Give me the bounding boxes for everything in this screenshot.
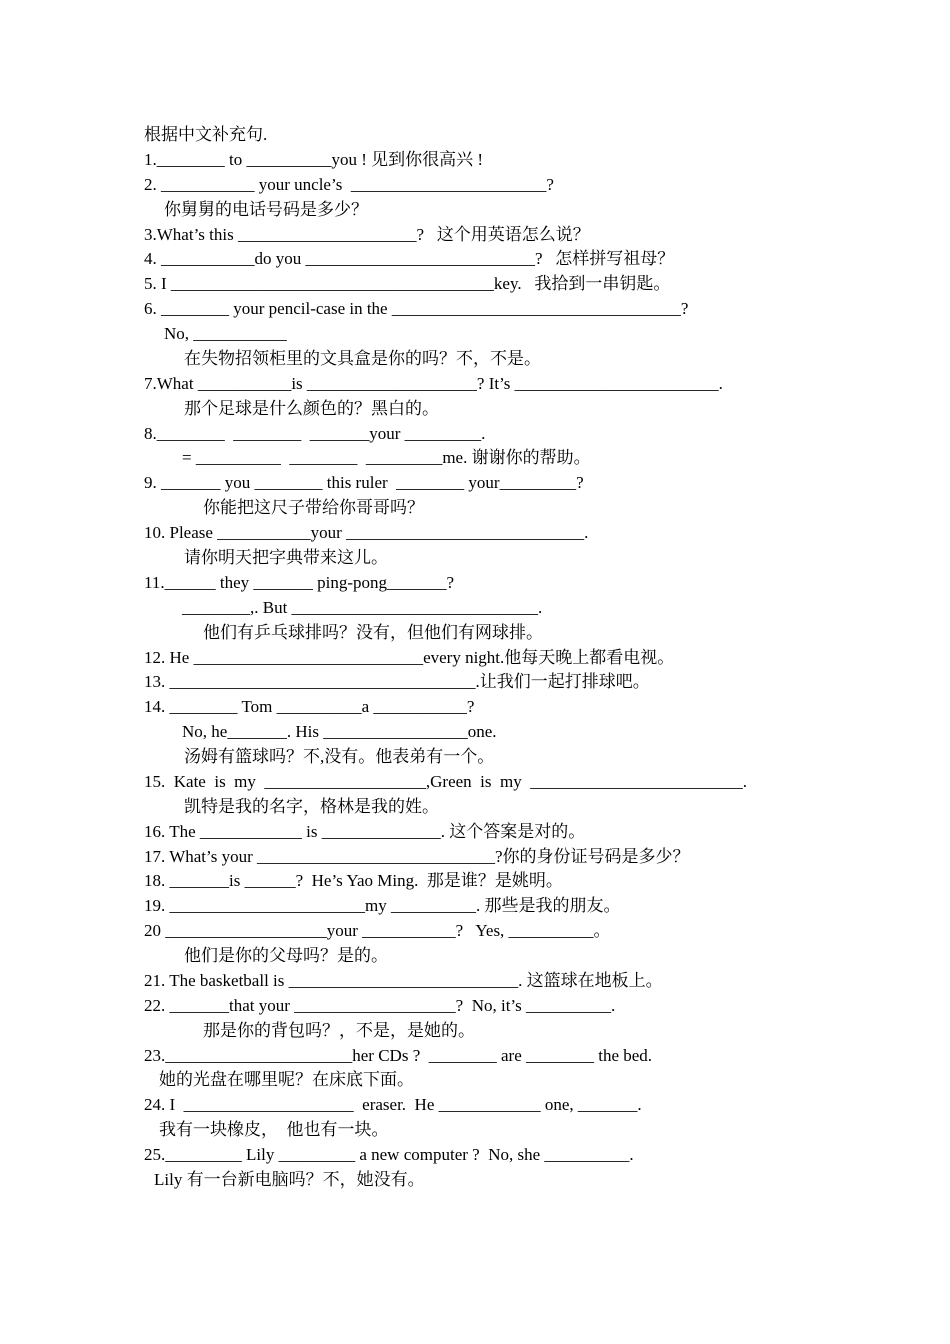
exercise-line: 2. ___________ your uncle’s _______________________?	[144, 174, 554, 194]
exercise-line: No, ___________	[164, 324, 287, 343]
exercise-line: 20 ___________________your ___________? Yes, __________。	[144, 921, 611, 941]
exercise-line: = __________ ________ _________me. 谢谢你的帮助。	[182, 448, 591, 468]
exercise-line: 23.______________________her CDs ? ________ are ________ the bed.	[144, 1045, 653, 1065]
exercise-line: 9. _______ you ________ this ruler ________ your_________?	[144, 473, 584, 493]
translation-line: Lily 有一台新电脑吗？不，她没有。	[154, 1170, 425, 1189]
exercise-line: 12. He ___________________________every night.他每天晚上都看电视。	[144, 647, 675, 667]
translation-line: 你能把这尺子带给你哥哥吗？	[203, 498, 424, 518]
exercise-line: 14. ________ Tom __________a ___________?	[144, 697, 475, 717]
translation-line: 那是你的背包吗？，不是，是她的。	[203, 1020, 475, 1040]
exercise-line: 11.______ they _______ ping-pong_______?	[144, 572, 455, 592]
exercise-line: 18. _______is ______? He’s Yao Ming. 那是谁？是姚明。	[144, 871, 563, 891]
translation-line: 她的光盘在哪里呢？在床底下面。	[159, 1070, 414, 1090]
exercise-line: 25._________ Lily _________ a new computer ? No, she __________.	[144, 1145, 634, 1165]
exercise-line: 24. I ____________________ eraser. He ____________ one, _______.	[144, 1095, 642, 1115]
exercise-line: 4. ___________do you ___________________________? 怎样拼写祖母？	[144, 249, 675, 269]
translation-line: 他们是你的父母吗？是的。	[184, 946, 388, 965]
exercise-line: No, he_______. His _________________one.	[182, 722, 497, 742]
translation-line: 那个足球是什么颜色的？黑白的。	[184, 398, 439, 418]
translation-line: 你舅舅的电话号码是多少？	[164, 199, 368, 219]
exercise-line: 8.________ ________ _______your _________.	[144, 423, 486, 443]
worksheet-heading: 根据中文补充句.	[144, 125, 268, 144]
translation-line: 凯特是我的名字，格林是我的姓。	[184, 796, 439, 816]
exercise-line: 5. I ______________________________________key. 我拾到一串钥匙。	[144, 274, 671, 294]
translation-line: 请你明天把字典带来这儿。	[184, 548, 388, 567]
exercise-line: 19. _______________________my __________. 那些是我的朋友。	[144, 896, 621, 916]
translation-line: 汤姆有篮球吗？不,没有。他表弟有一个。	[184, 747, 495, 766]
translation-line: 在失物招领柜里的文具盒是你的吗？不，不是。	[184, 348, 541, 368]
exercise-line: 3.What’s this _____________________? 这个用英语怎么说？	[144, 224, 590, 244]
translation-line: 他们有乒乓球排吗？没有，但他们有网球排。	[203, 622, 543, 642]
exercise-line: 13. ____________________________________.让我们一起打排球吧。	[144, 672, 650, 692]
exercise-line: 22. _______that your ___________________? No, it’s __________.	[144, 995, 616, 1015]
exercise-line: 6. ________ your pencil-case in the __________________________________?	[144, 299, 689, 319]
exercise-line: 10. Please ___________your ____________________________.	[144, 523, 589, 543]
exercise-line: 16. The ____________ is ______________. 这个答案是对的。	[144, 821, 586, 841]
exercise-line: 7.What ___________is ____________________? It’s ________________________.	[144, 373, 723, 393]
exercise-line: 17. What’s your ____________________________?你的身份证号码是多少？	[144, 846, 690, 866]
exercise-line: 21. The basketball is ___________________________. 这篮球在地板上。	[144, 970, 663, 990]
exercise-line: ________,. But _____________________________.	[182, 597, 543, 617]
exercise-line: 15. Kate is my ___________________,Green is my _________________________.	[144, 771, 747, 791]
exercise-line: 1.________ to __________you ! 见到你很高兴 !	[144, 149, 484, 169]
translation-line: 我有一块橡皮， 他也有一块。	[159, 1120, 389, 1140]
